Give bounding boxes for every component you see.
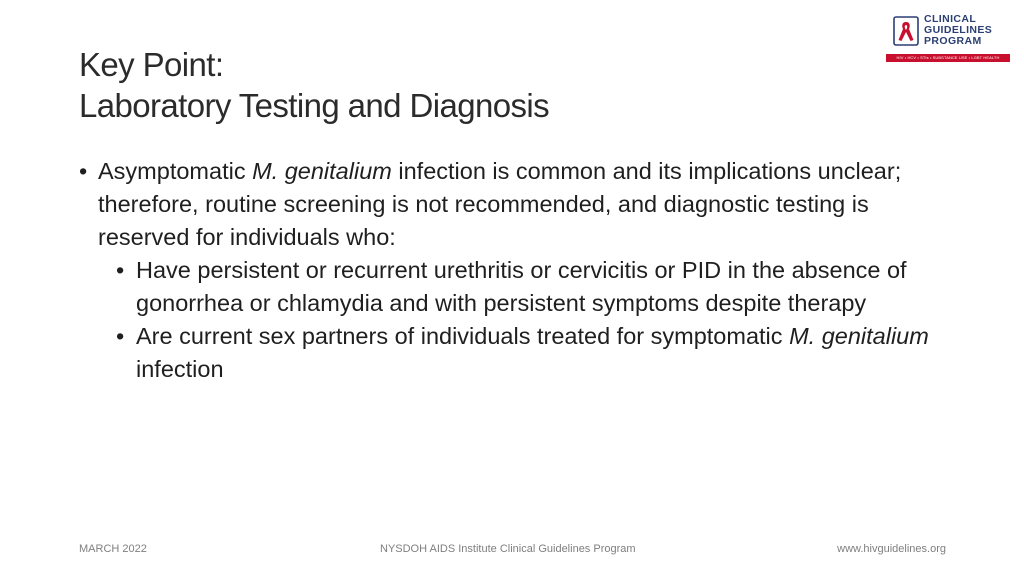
- ribbon-icon: [893, 16, 919, 49]
- sub-bullet-icon: •: [116, 257, 125, 283]
- footer-program: NYSDOH AIDS Institute Clinical Guidelines Program: [380, 543, 636, 555]
- sub-bullet-text-2: infection: [136, 356, 224, 382]
- logo-line-2: GUIDELINES: [924, 24, 993, 36]
- sub-list-item: [79, 254, 959, 320]
- title-line-1: Key Point:: [79, 46, 224, 83]
- bullet-text-1: Asymptomatic: [98, 158, 253, 184]
- bullet-icon: •: [79, 158, 88, 184]
- sub-bullet-organism-name: M. genitalium: [789, 323, 929, 349]
- sub-list-item: [79, 320, 959, 386]
- footer-url: www.hivguidelines.org: [837, 543, 946, 555]
- clinical-guidelines-logo: [886, 14, 1010, 64]
- logo-line-1: CLINICAL: [924, 13, 977, 25]
- footer-date: MARCH 2022: [79, 543, 147, 555]
- sub-bullet-icon: •: [116, 323, 125, 349]
- logo-line-3: PROGRAM: [924, 35, 982, 47]
- title-line-2: Laboratory Testing and Diagnosis: [79, 87, 549, 124]
- logo-wordmark: [924, 14, 992, 47]
- sub-bullet-text-1: Are current sex partners of individuals treated for symptomatic: [136, 323, 790, 349]
- list-item: [79, 155, 959, 254]
- logo-tagline: HIV • HCV • STIs • SUBSTANCE USE • LGBT HEALTH: [886, 54, 1010, 62]
- bullet-organism-name: M. genitalium: [252, 158, 392, 184]
- slide-title: [79, 44, 549, 126]
- slide-body: [79, 155, 959, 386]
- bullet-text-2: infection is common and its implications unclear; therefore, routine screening is not recommended, and diagnostic testing is reserved for individuals who:: [98, 158, 902, 250]
- sub-bullet-text: Have persistent or recurrent urethritis or cervicitis or PID in the absence of gonorrhea or chlamydia and with persistent symptoms despite therapy: [136, 257, 907, 316]
